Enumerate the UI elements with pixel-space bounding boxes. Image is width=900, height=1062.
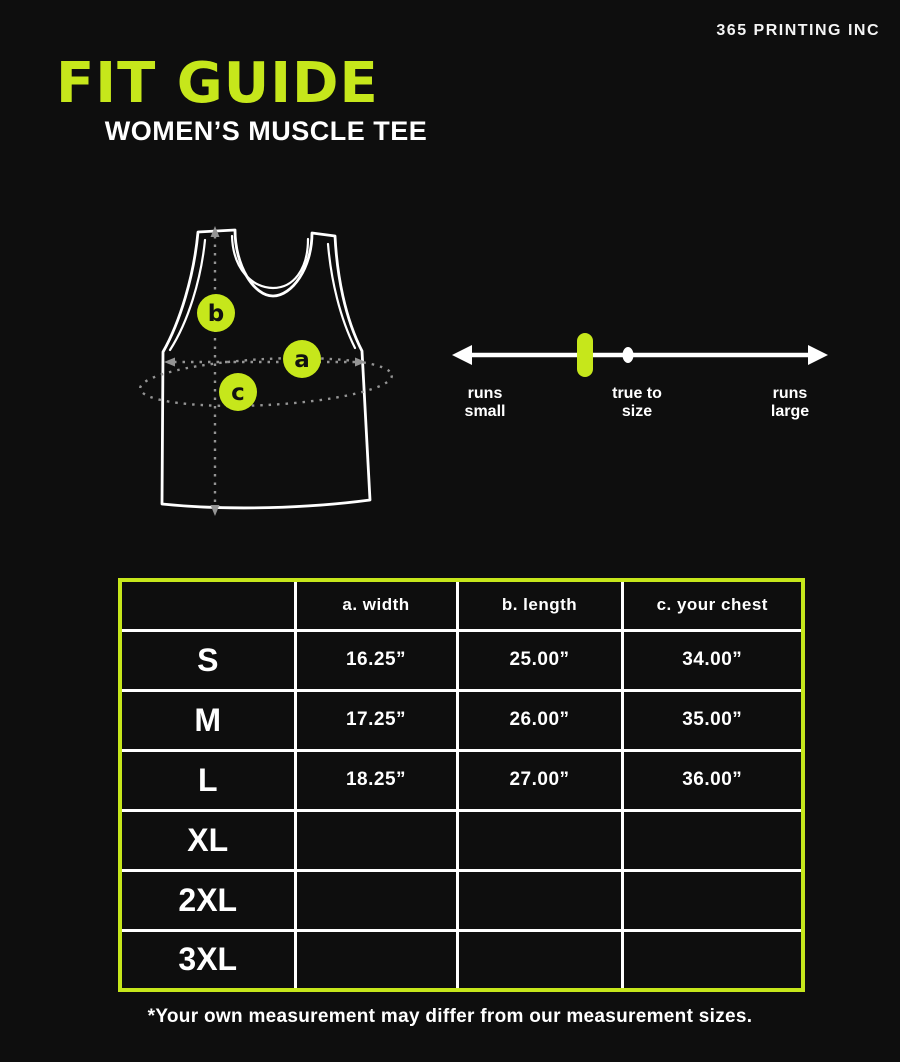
scale-label-line: size: [621, 402, 653, 420]
title-block: [56, 51, 476, 147]
fit-indicator-pill: [577, 333, 593, 377]
size-label: M: [120, 690, 295, 750]
muscle-tee-illustration: [120, 196, 420, 536]
size-label: S: [120, 630, 295, 690]
length-value: 26.00”: [457, 690, 622, 750]
scale-label-line: runs: [467, 385, 503, 402]
chest-value: [622, 810, 803, 870]
garment-diagram: [120, 196, 420, 536]
header-size-blank: [120, 580, 295, 630]
chest-value: 35.00”: [622, 690, 803, 750]
width-value: 18.25”: [295, 750, 457, 810]
header-chest: c. your chest: [622, 580, 803, 630]
page-subtitle: WOMEN’S MUSCLE TEE: [104, 116, 428, 146]
table-row: [120, 690, 803, 750]
measurement-disclaimer: *Your own measurement may differ from our measurement sizes.: [147, 1006, 753, 1027]
length-value: [457, 870, 622, 930]
size-label: L: [120, 750, 295, 810]
brand-name: 365 PRINTING INC: [716, 22, 880, 39]
table-row: [120, 750, 803, 810]
scale-label-runs-small: [465, 385, 506, 420]
true-to-size-dot: [623, 347, 634, 363]
scale-label-line: small: [464, 402, 506, 420]
length-value: [457, 930, 622, 990]
marker-c-label: c: [231, 380, 245, 406]
chest-value: [622, 930, 803, 990]
length-value: 27.00”: [457, 750, 622, 810]
marker-b-label: b: [207, 301, 225, 327]
header-length: b. length: [457, 580, 622, 630]
fit-scale-graphic: [450, 325, 830, 383]
size-label: 3XL: [120, 930, 295, 990]
right-arrowhead-icon: [808, 345, 828, 365]
size-label: 2XL: [120, 870, 295, 930]
scale-label-line: true to: [612, 385, 662, 402]
table-row: [120, 930, 803, 990]
page-title: FIT GUIDE: [56, 51, 379, 116]
width-value: [295, 930, 457, 990]
width-value: [295, 870, 457, 930]
length-value: [457, 810, 622, 870]
scale-label-true-to-size: [612, 385, 662, 420]
chest-value: 36.00”: [622, 750, 803, 810]
marker-a-label: a: [294, 347, 310, 373]
chest-value: 34.00”: [622, 630, 803, 690]
table-row: [120, 810, 803, 870]
width-value: [295, 810, 457, 870]
header-width: a. width: [295, 580, 457, 630]
left-arrowhead-icon: [452, 345, 472, 365]
table-row: [120, 630, 803, 690]
size-label: XL: [120, 810, 295, 870]
scale-label-line: runs: [772, 385, 808, 402]
tank-top-outline: [162, 230, 370, 508]
measurement-guides: [139, 226, 393, 516]
width-value: 17.25”: [295, 690, 457, 750]
chest-value: [622, 870, 803, 930]
size-table: [118, 578, 805, 992]
length-value: 25.00”: [457, 630, 622, 690]
width-value: 16.25”: [295, 630, 457, 690]
table-row: [120, 870, 803, 930]
scale-label-line: large: [770, 402, 810, 420]
table-header-row: [120, 580, 803, 630]
fit-scale: [450, 325, 830, 435]
scale-label-runs-large: [771, 385, 809, 420]
measure-markers: [197, 294, 321, 411]
